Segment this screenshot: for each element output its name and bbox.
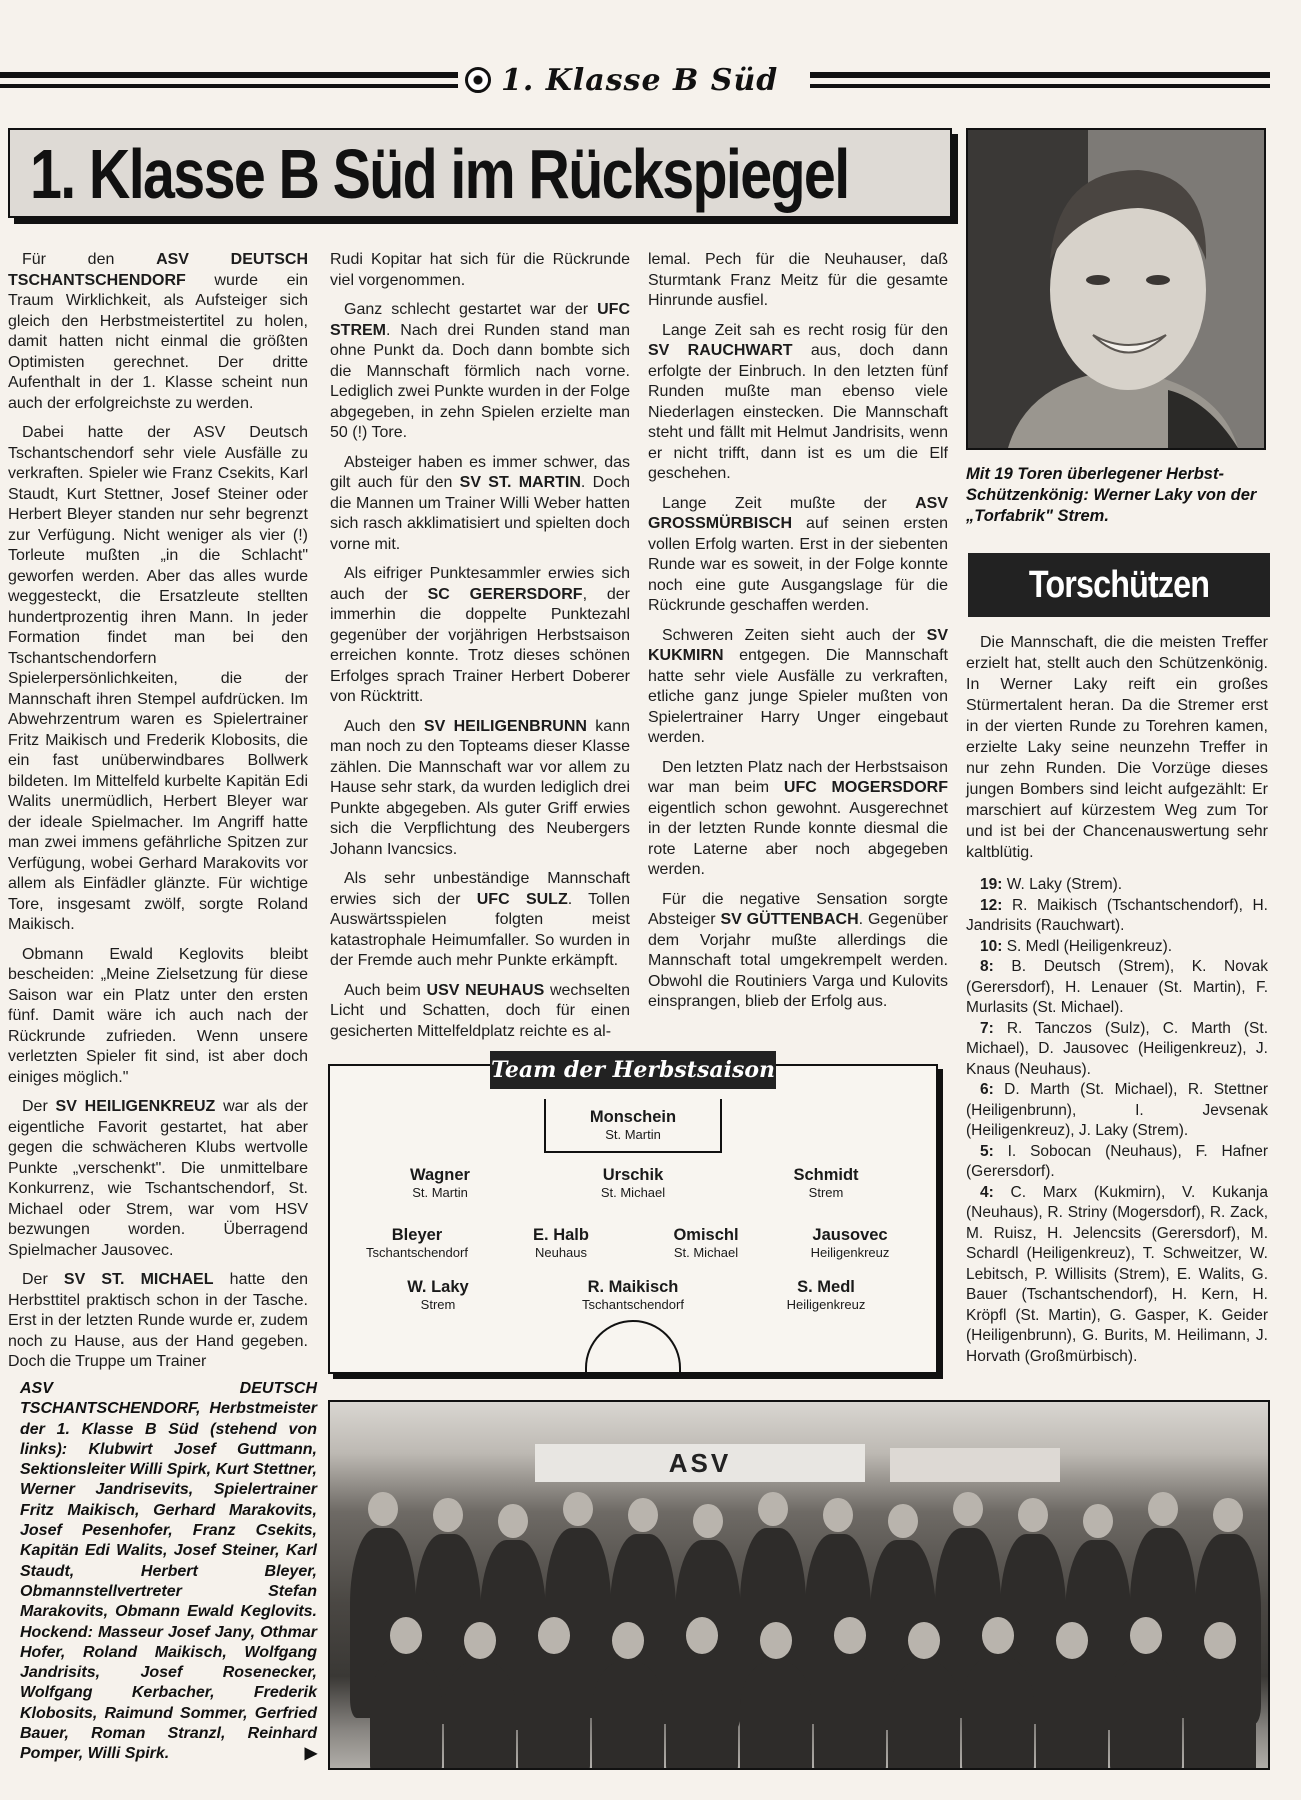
scorer-names: R. Tanczos (Sulz), C. Marth (St. Michael), D. Jausovec (Heiligenkreuz), J. Knaus (Neuhaus). (966, 1019, 1268, 1078)
article-text: aus, doch dann erfolgte der Einbruch. In den letzten fünf Runden mußte man ebenso viele Niederlagen einstecken. Die Mannschaft steht und fällt mit Helmut Jandrisits, wenn er nicht trifft, dann ist es um die Elf geschehen. (648, 342, 948, 482)
photo-banner-right (890, 1448, 1060, 1482)
article-text: Dabei hatte der ASV Deutsch Tschantschendorf sehr viele Ausfälle zu verkraften. Spieler wie Franz Csekits, Karl Staudt, Kurt Stettner, Josef Steiner oder Herbert Bleyer standen nur sehr begrenzt zur Verfügung. Nicht weniger als vier (!) Torleute mußten „in die Schlacht" geworfen werden. Aber das alles wurde weggesteckt, die Ersatzleute stellten hundertprozentig ihren Mann. In jeder Formation findet man bei den Tschantschendorfern Spielerpersönlichkeiten, die der Mannschaft ihren Stempel aufdrücken. Im Abwehrzentrum waren es Spielertrainer Fritz Maikisch und Frederik Klobosits, die ein fast unüberwindbares Bollwerk bildeten. Im Mittelfeld kurbelte Kapitän Edi Walits unermüdlich, Herbert Bleyer war der ideale Spielmacher. Im Angriff hatte man zwei immens gefährliche Spitzen zur Verfügung, wobei Gerhard Marakovits vor allem als Einfädler glänzte. Für wichtige Tore, insgesamt zwölf, sorgte Roland Maikisch. (8, 424, 308, 933)
top-rule-left-2 (0, 84, 458, 88)
article-text: kann man noch zu den Topteams dieser Klasse zählen. Die Mannschaft war vor allem zu Hause sehr stark, da wurden lediglich drei Punkte abgegeben. Als guter Griff erwies sich die Verpflichtung des Neubergers Johann Ivancsics. (330, 717, 630, 858)
goal-count: 8: (980, 958, 994, 975)
player-club: Neuhaus (534, 1245, 588, 1260)
club-name: SV GÜTTENBACH (720, 911, 859, 928)
team-photo (328, 1400, 1270, 1770)
scorer-entry (966, 937, 1268, 958)
photo-person (666, 1657, 738, 1770)
article-text: . Doch die Mannen um Trainer Willi Weber hatten sich rasch akklimatisiert und spielten doch vorne mit. (330, 474, 631, 553)
scorer-entry (966, 1183, 1268, 1368)
article-text: Für den (22, 251, 157, 268)
photo-person-head (823, 1498, 853, 1532)
torschuetzen-title: Torschützen (1028, 563, 1210, 606)
club-name: SV HEILIGENBRUNN (423, 717, 587, 735)
player-club: Heiligenkreuz (786, 1297, 866, 1312)
photo-person (1110, 1657, 1182, 1770)
team-photo-caption (20, 1379, 317, 1765)
article-paragraph (8, 1270, 308, 1373)
scorer-entry (966, 1080, 1268, 1142)
article-column-1 (8, 250, 308, 1382)
team-player (770, 1226, 930, 1260)
player-name: R. Maikisch (587, 1278, 679, 1296)
article-text: . Nach drei Runden stand man ohne Punkt da. Doch dann bombte sich die Mannschaft förmlich nach vorne. Lediglich zwei Punkte wurden in der Folge abgegeben, in zehn Spielen erzielte man 50 (!) Tore. (330, 321, 630, 441)
article-text: Absteiger haben es immer schwer, das gilt auch für den (330, 453, 630, 491)
club-name: SC GERERSDORF (427, 585, 583, 603)
top-rule-left-1 (0, 72, 458, 78)
team-title: Team der Herbstsaison (490, 1051, 776, 1089)
photo-person (1036, 1662, 1108, 1770)
player-club: St. Michael (673, 1245, 739, 1260)
photo-person-head (953, 1492, 983, 1526)
portrait-drawing (968, 130, 1264, 448)
goal-count: 5: (980, 1142, 994, 1160)
article-paragraph (8, 1097, 308, 1261)
page-title: 1. Klasse B Süd im Rückspiegel (30, 135, 849, 213)
player-name: Omischl (673, 1226, 739, 1244)
article-text: Obmann Ewald Keglovits bleibt bescheiden: „Meine Zielsetzung für diese Saison war ein Platz unter den ersten fünf. Damit wäre ich auch nach der Rückrunde zufrieden. Wenn unsere verletzten Spieler fit sind, ist aber doch einiges möglich." (8, 945, 308, 1086)
article-text: Auch beim (344, 981, 427, 999)
article-paragraph (8, 945, 308, 1089)
photo-person (370, 1657, 442, 1770)
team-player (553, 1166, 713, 1200)
torschuetzen-intro-text: Die Mannschaft, die die meisten Treffer erzielt hat, stellt auch den Schützenkönig. In Werner Laky reift ein großes Stürmertalent heran. Da die Stremer erst in der vierten Runde zu Torehren kamen, erzielte Laky seine neunzehn Treffer in nur zehn Runden. Die Vorzüge dieses jungen Bombers sind leicht aufgezählt: Er marschiert auf kürzestem Weg zum Tor und ist bei der Chancenauswertung sehr kaltblütig. (966, 634, 1268, 861)
torschuetzen-header (968, 553, 1270, 617)
club-name: USV NEUHAUS (426, 981, 545, 999)
section-label (465, 63, 805, 97)
club-name: SV RAUCHWART (648, 342, 793, 359)
scorer-names: S. Medl (Heiligenkreuz). (1002, 937, 1173, 955)
scorer-entry (966, 875, 1268, 896)
team-player (358, 1278, 518, 1312)
team-photo-caption-text: ASV DEUTSCH TSCHANTSCHENDORF, Herbstmeister der 1. Klasse B Süd (stehend von links): Klubwirt Josef Guttmann, Sektionsleiter Willi Spirk, Kurt Stettner, Werner Jandrisevits, Spielertrainer Fritz Maikisch, Gerhard Marakovits, Josef Pesenhofer, Franz Csekits, Kapitän Edi Walits, Josef Steiner, Karl Staudt, Herbert Bleyer, Obmannstellvertreter Stefan Marakovits, Obmann Ewald Keglovits. Hockend: Masseur Josef Jany, Othmar Hofer, Roland Maikisch, Wolfgang Jandrisits, Josef Rosenecker, Wolfgang Kerbacher, Frederik Klobosits, Raimund Sommer, Gerfried Bauer, Roman Stranzl, Reinhard Pomper, Willi Spirk. (20, 1380, 317, 1763)
section-label-text: 1. Klasse B Süd (501, 62, 779, 98)
article-column-3 (648, 250, 948, 1022)
scorer-entry (966, 1142, 1268, 1183)
goal-count: 10: (980, 937, 1003, 955)
article-paragraph (330, 453, 630, 556)
photo-person-head (433, 1498, 463, 1532)
article-text: auf seinen ersten vollen Erfolg warten. Erst in der siebenten Runde war es soweit, in der Folge konnte noch eine gute Ausgangslage für die Rückrunde geschaffen werden. (648, 515, 948, 614)
club-name: ASV DEUTSCH TSCHANTSCHENDORF (8, 251, 308, 289)
team-player (360, 1166, 520, 1200)
player-club: St. Michael (600, 1185, 666, 1200)
article-text: Als eifriger Punktesammler erwies sich auch der (330, 565, 630, 603)
article-paragraph (330, 300, 630, 444)
photo-person-head (1083, 1504, 1113, 1538)
goal-count: 12: (980, 896, 1003, 914)
article-text: wechselten Licht und Schatten, doch für einen gesicherten Mittelfeldplatz reichte es al- (330, 981, 630, 1040)
article-paragraph (648, 494, 948, 617)
club-name: UFC SULZ (476, 890, 568, 908)
photo-person-head (628, 1498, 658, 1532)
article-paragraph (330, 564, 630, 708)
article-text: Ganz schlecht gestartet war der (344, 301, 598, 318)
player-name: Jausovec (812, 1226, 888, 1244)
goal-count: 19: (980, 876, 1003, 893)
torschuetzen-intro (966, 632, 1268, 872)
scorer-names: R. Maikisch (Tschantschendorf), H. Jandrisits (Rauchwart). (966, 896, 1268, 934)
photo-person-head (1148, 1492, 1178, 1526)
team-player (746, 1166, 906, 1200)
photo-person-head (368, 1492, 398, 1526)
article-text: Für die negative Sensation sorgte Absteiger (648, 890, 948, 928)
photo-person-head (1018, 1498, 1048, 1532)
team-player (553, 1108, 713, 1142)
scorer-entry (966, 957, 1268, 1019)
scorer-names: C. Marx (Kukmirn), V. Kukanja (Neuhaus), R. Striny (Mogersdorf), R. Zack, M. Ruisz, H. Jelencsits (Gerersdorf), M. Schardl (Heiligenkreuz), T. Schweitzer, W. Lebitsch, P. Willisits (Strem), E. Walits, G. Bauer (Tschantschendorf), H. Kern, H. Kröpfl (St. Martin), G. Gasper, K. Geider (Heiligenbrunn), G. Burits, M. Heilimann, J. Horvath (Großmürbisch). (966, 1183, 1268, 1365)
article-paragraph (648, 321, 948, 485)
player-name: Schmidt (793, 1166, 859, 1184)
player-club: Tschantschendorf (582, 1297, 684, 1312)
goal-count: 6: (980, 1081, 994, 1098)
article-text: Der (22, 1098, 56, 1115)
photo-person (518, 1657, 590, 1770)
article-paragraph (330, 250, 630, 291)
article-paragraph (330, 981, 630, 1043)
article-paragraph (648, 890, 948, 1013)
article-text: wurde ein Traum Wirklichkeit, als Aufsteiger sich gleich den Herbstmeistertitel zu holen, damit hatten nicht einmal die größten Optimisten gerechnet. Der dritte Aufenthalt in der 1. Klasse scheint nun auch der erfolgreichste zu werden. (8, 271, 308, 412)
article-text: . Tollen Auswärtsspielen folgten meist katastrophale Heimumfaller. So wurden in der Fremde auch mehr Punkte erkämpft. (330, 890, 630, 969)
article-text: , der immerhin die doppelte Punktezahl gegenüber der vorjährigen Herbstsaison erreichen konnte. Trotz dieses schönen Erfolges sprach Trainer Herbert Doberer von Rücktritt. (330, 585, 630, 705)
photo-person (444, 1662, 516, 1770)
article-text: Auch den (344, 717, 424, 735)
photo-person (592, 1662, 664, 1770)
article-paragraph (648, 758, 948, 881)
top-rule-right-2 (810, 84, 1270, 88)
portrait-caption: Mit 19 Toren überlegener Herbst-Schützenkönig: Werner Laky von der „Torfabrik" Strem. (966, 465, 1257, 525)
article-text: Lange Zeit mußte der (662, 494, 916, 512)
player-name: S. Medl (797, 1278, 855, 1296)
team-player (626, 1226, 786, 1260)
article-paragraph (648, 626, 948, 749)
article-text: Lange Zeit sah es recht rosig für den (662, 321, 948, 339)
article-text: Der (22, 1271, 64, 1288)
club-name: SV ST. MARTIN (459, 474, 581, 491)
photo-person (814, 1657, 886, 1770)
team-player (746, 1278, 906, 1312)
photo-person-head (758, 1492, 788, 1526)
article-text: lemal. Pech für die Neuhauser, daß Sturmtank Franz Meitz für die gesamte Hinrunde ausfiel. (648, 251, 948, 309)
top-rule-right-1 (810, 72, 1270, 78)
player-name: Urschik (602, 1166, 664, 1184)
club-name: ASV GROSSMÜRBISCH (648, 494, 948, 532)
player-name: W. Laky (407, 1278, 469, 1296)
player-name: Monschein (589, 1108, 677, 1126)
scorer-entry (966, 896, 1268, 937)
football-icon (465, 67, 491, 93)
scorer-entry (966, 1019, 1268, 1081)
article-text: Den letzten Platz nach der Herbstsaison war man beim (648, 758, 948, 796)
article-text: eigentlich schon gewohnt. Ausgerechnet in der letzten Runde konnte diesmal die rote Laterne aber noch abgegeben werden. (648, 799, 948, 878)
article-paragraph (330, 869, 630, 972)
article-column-2 (330, 250, 630, 1051)
article-text: hatte den Herbsttitel praktisch schon in der Tasche. Erst in der letzten Runde wurde er, zudem noch zu Hause, aus der Hand gegeben. Doch die Truppe um Trainer (8, 1271, 308, 1370)
photo-person-head (563, 1492, 593, 1526)
article-text: Schweren Zeiten sieht auch der (662, 626, 927, 644)
article-text: entgegen. Die Mannschaft hatte sehr viele Ausfälle zu verkraften, etliche ganz junge Spieler mußten von Spielertrainer Harry Unger eingebaut werden. (648, 647, 948, 746)
article-paragraph (648, 250, 948, 312)
club-name: SV HEILIGENKREUZ (55, 1098, 216, 1115)
club-name: SV ST. MICHAEL (63, 1271, 214, 1288)
photo-banner: ASV (535, 1444, 865, 1482)
article-paragraph (8, 250, 308, 414)
photo-person (740, 1662, 812, 1770)
team-player (553, 1278, 713, 1312)
article-paragraph (8, 423, 308, 936)
photo-person (962, 1657, 1034, 1770)
player-club: St. Martin (605, 1127, 661, 1142)
player-name: Bleyer (391, 1226, 443, 1244)
article-text: . Gegenüber dem Vorjahr mußte allerdings die Mannschaft total umgekrempelt werden. Obwohl die Routiniers Varga und Kulovits einsprangen, blieb der Erfolg aus. (648, 911, 948, 1010)
player-club: Strem (808, 1185, 844, 1200)
player-club: Tschantschendorf (366, 1245, 468, 1260)
club-name: SV KUKMIRN (648, 626, 948, 664)
portrait-photo (966, 128, 1266, 450)
photo-person (1184, 1662, 1256, 1770)
article-text: war als der eigentliche Favorit gestartet, hat aber gegen die schwächeren Klubs wertvolle Punkte „verschenkt". Die unmittelbare Konkurrenz, wie Tschantschendorf, St. Michael oder Strem, war vom HSV bezwungen worden. Überragend Spielmacher Jausovec. (8, 1098, 308, 1259)
team-player (337, 1226, 497, 1260)
player-club: Strem (420, 1297, 456, 1312)
player-name: Wagner (410, 1166, 470, 1184)
article-text: Als sehr unbeständige Mannschaft erwies sich der (330, 870, 630, 908)
photo-person-head (1213, 1498, 1243, 1532)
scorer-names: B. Deutsch (Strem), K. Novak (Gerersdorf), H. Lenauer (St. Martin), F. Murlasits (St. Michael). (966, 958, 1268, 1016)
club-name: UFC STREM (330, 301, 630, 339)
photo-person-head (693, 1504, 723, 1538)
team-player (481, 1226, 641, 1260)
player-club: St. Martin (412, 1185, 468, 1200)
article-text: Rudi Kopitar hat sich für die Rückrunde viel vorgenommen. (330, 251, 630, 289)
club-name: UFC MOGERSDORF (783, 779, 949, 796)
scorer-names: W. Laky (Strem). (1002, 876, 1123, 893)
continue-arrow-icon: ▶ (304, 1745, 317, 1763)
player-club: Heiligenkreuz (810, 1245, 890, 1260)
goal-count: 4: (980, 1183, 994, 1201)
article-paragraph (330, 717, 630, 861)
photo-person-head (888, 1504, 918, 1538)
goal-count: 7: (980, 1019, 994, 1037)
scorer-list (966, 875, 1268, 1367)
photo-person (888, 1662, 960, 1770)
scorer-names: D. Marth (St. Michael), R. Stettner (Heiligenbrunn), I. Jevsenak (Heiligenkreuz), J. Laky (Strem). (966, 1081, 1268, 1139)
scorer-names: I. Sobocan (Neuhaus), F. Hafner (Gerersdorf). (966, 1142, 1268, 1180)
player-name: E. Halb (533, 1226, 589, 1244)
photo-person-head (498, 1504, 528, 1538)
